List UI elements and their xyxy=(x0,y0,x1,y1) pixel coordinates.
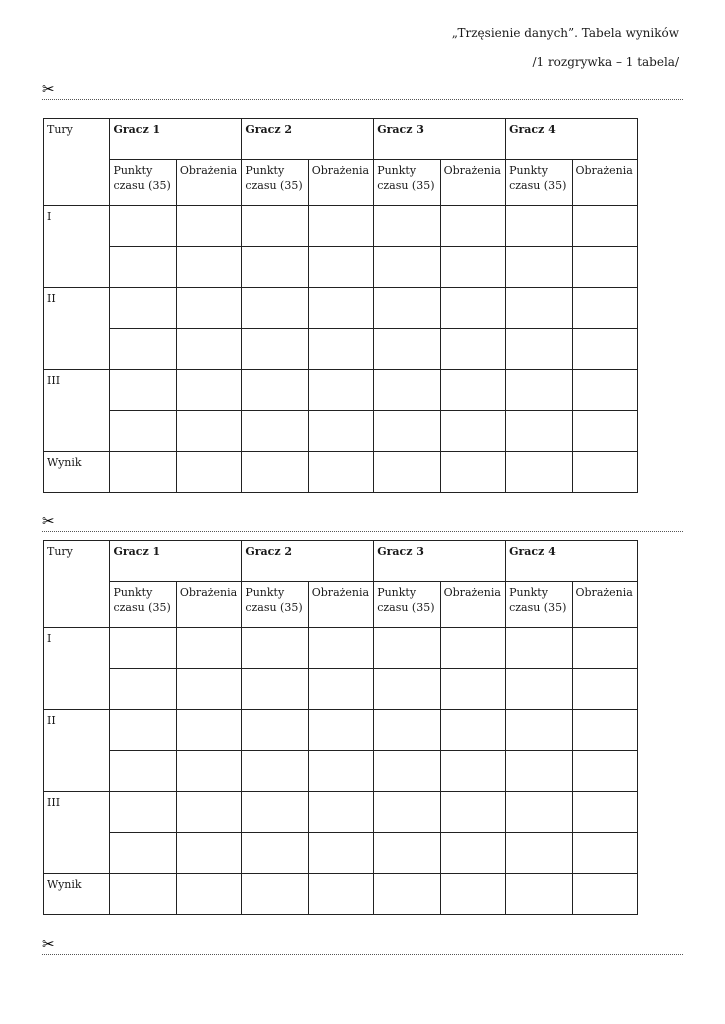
score-cell[interactable] xyxy=(176,792,241,833)
score-cell[interactable] xyxy=(308,669,373,710)
score-cell[interactable] xyxy=(506,792,572,833)
score-cell[interactable] xyxy=(374,792,440,833)
score-cell[interactable] xyxy=(506,288,572,329)
score-cell[interactable] xyxy=(176,751,241,792)
score-cell[interactable] xyxy=(572,288,638,329)
score-cell[interactable] xyxy=(308,206,373,247)
cut-line xyxy=(42,512,683,532)
rounds-header: Tury xyxy=(44,541,110,628)
score-cell[interactable] xyxy=(440,628,505,669)
score-cell[interactable] xyxy=(110,710,176,751)
player-header: Gracz 3 xyxy=(374,119,506,160)
result-label: Wynik xyxy=(44,452,110,493)
score-cell[interactable] xyxy=(308,329,373,370)
player-header: Gracz 4 xyxy=(506,541,638,582)
cut-line xyxy=(42,935,683,955)
points-subheader: Punkty czasu (35) xyxy=(242,582,308,628)
score-cell[interactable] xyxy=(506,247,572,288)
round-label: I xyxy=(44,206,110,288)
score-cell[interactable] xyxy=(242,669,308,710)
scissors-icon: ✂ xyxy=(42,512,55,530)
score-cell[interactable] xyxy=(374,710,440,751)
score-cell[interactable] xyxy=(308,288,373,329)
score-cell[interactable] xyxy=(440,669,505,710)
score-cell[interactable] xyxy=(440,710,505,751)
result-label: Wynik xyxy=(44,874,110,915)
damage-subheader: Obrażenia xyxy=(176,160,241,206)
score-cell[interactable] xyxy=(440,370,505,411)
score-cell[interactable] xyxy=(374,329,440,370)
score-cell[interactable] xyxy=(374,206,440,247)
score-cell[interactable] xyxy=(308,751,373,792)
points-subheader: Punkty czasu (35) xyxy=(242,160,308,206)
points-subheader: Punkty czasu (35) xyxy=(374,582,440,628)
score-cell[interactable] xyxy=(572,628,638,669)
result-cell[interactable] xyxy=(572,452,638,493)
score-cell[interactable] xyxy=(506,329,572,370)
score-cell[interactable] xyxy=(110,206,176,247)
score-cell[interactable] xyxy=(110,329,176,370)
score-cell[interactable] xyxy=(374,628,440,669)
score-cell[interactable] xyxy=(308,411,373,452)
result-cell[interactable] xyxy=(374,874,440,915)
player-header: Gracz 2 xyxy=(242,541,374,582)
score-cell[interactable] xyxy=(176,411,241,452)
score-cell[interactable] xyxy=(440,833,505,874)
score-cell[interactable] xyxy=(308,792,373,833)
player-header: Gracz 3 xyxy=(374,541,506,582)
score-cell[interactable] xyxy=(440,411,505,452)
score-cell[interactable] xyxy=(110,247,176,288)
score-cell[interactable] xyxy=(440,206,505,247)
score-cell[interactable] xyxy=(440,751,505,792)
player-header: Gracz 1 xyxy=(110,541,242,582)
score-cell[interactable] xyxy=(308,628,373,669)
score-cell[interactable] xyxy=(110,833,176,874)
score-cell[interactable] xyxy=(308,710,373,751)
score-cell[interactable] xyxy=(572,329,638,370)
score-cell[interactable] xyxy=(242,288,308,329)
score-cell[interactable] xyxy=(308,370,373,411)
score-cell[interactable] xyxy=(242,751,308,792)
score-cell[interactable] xyxy=(110,669,176,710)
score-cell[interactable] xyxy=(374,411,440,452)
round-label: I xyxy=(44,628,110,710)
score-cell[interactable] xyxy=(110,288,176,329)
result-cell[interactable] xyxy=(506,452,572,493)
score-cell[interactable] xyxy=(572,710,638,751)
score-cell[interactable] xyxy=(242,833,308,874)
score-cell[interactable] xyxy=(506,370,572,411)
score-cell[interactable] xyxy=(176,206,241,247)
result-cell[interactable] xyxy=(374,452,440,493)
score-cell[interactable] xyxy=(506,628,572,669)
points-subheader: Punkty czasu (35) xyxy=(506,160,572,206)
score-cell[interactable] xyxy=(506,206,572,247)
score-cell[interactable] xyxy=(110,751,176,792)
points-subheader: Punkty czasu (35) xyxy=(110,160,176,206)
score-table xyxy=(43,118,638,493)
score-cell[interactable] xyxy=(176,288,241,329)
score-cell[interactable] xyxy=(242,247,308,288)
score-table xyxy=(43,540,638,915)
score-cell[interactable] xyxy=(440,288,505,329)
score-cell[interactable] xyxy=(374,833,440,874)
score-cell[interactable] xyxy=(110,628,176,669)
result-cell[interactable] xyxy=(242,452,308,493)
score-cell[interactable] xyxy=(506,669,572,710)
score-cell[interactable] xyxy=(242,206,308,247)
damage-subheader: Obrażenia xyxy=(176,582,241,628)
score-cell[interactable] xyxy=(572,247,638,288)
document-subtitle: /1 rozgrywka – 1 tabela/ xyxy=(532,55,679,69)
score-cell[interactable] xyxy=(308,833,373,874)
points-subheader: Punkty czasu (35) xyxy=(110,582,176,628)
round-label: III xyxy=(44,792,110,874)
score-cell[interactable] xyxy=(242,329,308,370)
scissors-icon: ✂ xyxy=(42,935,55,953)
score-cell[interactable] xyxy=(374,370,440,411)
score-cell[interactable] xyxy=(572,833,638,874)
score-cell[interactable] xyxy=(110,411,176,452)
damage-subheader: Obrażenia xyxy=(440,582,505,628)
result-cell[interactable] xyxy=(176,452,241,493)
result-cell[interactable] xyxy=(110,874,176,915)
score-cell[interactable] xyxy=(572,411,638,452)
dotted-divider xyxy=(42,531,683,532)
score-cell[interactable] xyxy=(308,247,373,288)
cut-line xyxy=(42,80,683,100)
dotted-divider xyxy=(42,99,683,100)
result-cell[interactable] xyxy=(308,874,373,915)
result-cell[interactable] xyxy=(176,874,241,915)
score-cell[interactable] xyxy=(374,288,440,329)
score-cell[interactable] xyxy=(440,792,505,833)
result-cell[interactable] xyxy=(506,874,572,915)
score-cell[interactable] xyxy=(176,370,241,411)
score-cell[interactable] xyxy=(176,247,241,288)
damage-subheader: Obrażenia xyxy=(308,160,373,206)
result-cell[interactable] xyxy=(110,452,176,493)
round-label: III xyxy=(44,370,110,452)
score-cell[interactable] xyxy=(572,751,638,792)
score-cell[interactable] xyxy=(110,792,176,833)
score-cell[interactable] xyxy=(440,247,505,288)
score-cell[interactable] xyxy=(242,370,308,411)
damage-subheader: Obrażenia xyxy=(572,160,638,206)
score-cell[interactable] xyxy=(572,370,638,411)
scissors-icon: ✂ xyxy=(42,80,55,98)
score-cell[interactable] xyxy=(374,751,440,792)
score-cell[interactable] xyxy=(176,329,241,370)
score-cell[interactable] xyxy=(506,411,572,452)
score-cell[interactable] xyxy=(506,751,572,792)
round-label: II xyxy=(44,710,110,792)
points-subheader: Punkty czasu (35) xyxy=(374,160,440,206)
document-title: „Trzęsienie danych”. Tabela wyników xyxy=(451,26,679,40)
damage-subheader: Obrażenia xyxy=(572,582,638,628)
score-cell[interactable] xyxy=(242,411,308,452)
result-cell[interactable] xyxy=(440,874,505,915)
score-cell[interactable] xyxy=(374,669,440,710)
result-cell[interactable] xyxy=(572,874,638,915)
player-header: Gracz 1 xyxy=(110,119,242,160)
result-cell[interactable] xyxy=(440,452,505,493)
score-cell[interactable] xyxy=(242,792,308,833)
dotted-divider xyxy=(42,954,683,955)
score-cell[interactable] xyxy=(242,710,308,751)
damage-subheader: Obrażenia xyxy=(308,582,373,628)
round-label: II xyxy=(44,288,110,370)
score-cell[interactable] xyxy=(242,628,308,669)
rounds-header: Tury xyxy=(44,119,110,206)
score-cell[interactable] xyxy=(572,792,638,833)
score-cell[interactable] xyxy=(176,833,241,874)
score-cell[interactable] xyxy=(506,710,572,751)
damage-subheader: Obrażenia xyxy=(440,160,505,206)
score-cell[interactable] xyxy=(440,329,505,370)
result-cell[interactable] xyxy=(308,452,373,493)
points-subheader: Punkty czasu (35) xyxy=(506,582,572,628)
player-header: Gracz 4 xyxy=(506,119,638,160)
score-cell[interactable] xyxy=(374,247,440,288)
score-cell[interactable] xyxy=(110,370,176,411)
result-cell[interactable] xyxy=(242,874,308,915)
score-cell[interactable] xyxy=(176,628,241,669)
score-cell[interactable] xyxy=(572,206,638,247)
player-header: Gracz 2 xyxy=(242,119,374,160)
score-cell[interactable] xyxy=(572,669,638,710)
score-cell[interactable] xyxy=(176,710,241,751)
score-cell[interactable] xyxy=(176,669,241,710)
score-cell[interactable] xyxy=(506,833,572,874)
